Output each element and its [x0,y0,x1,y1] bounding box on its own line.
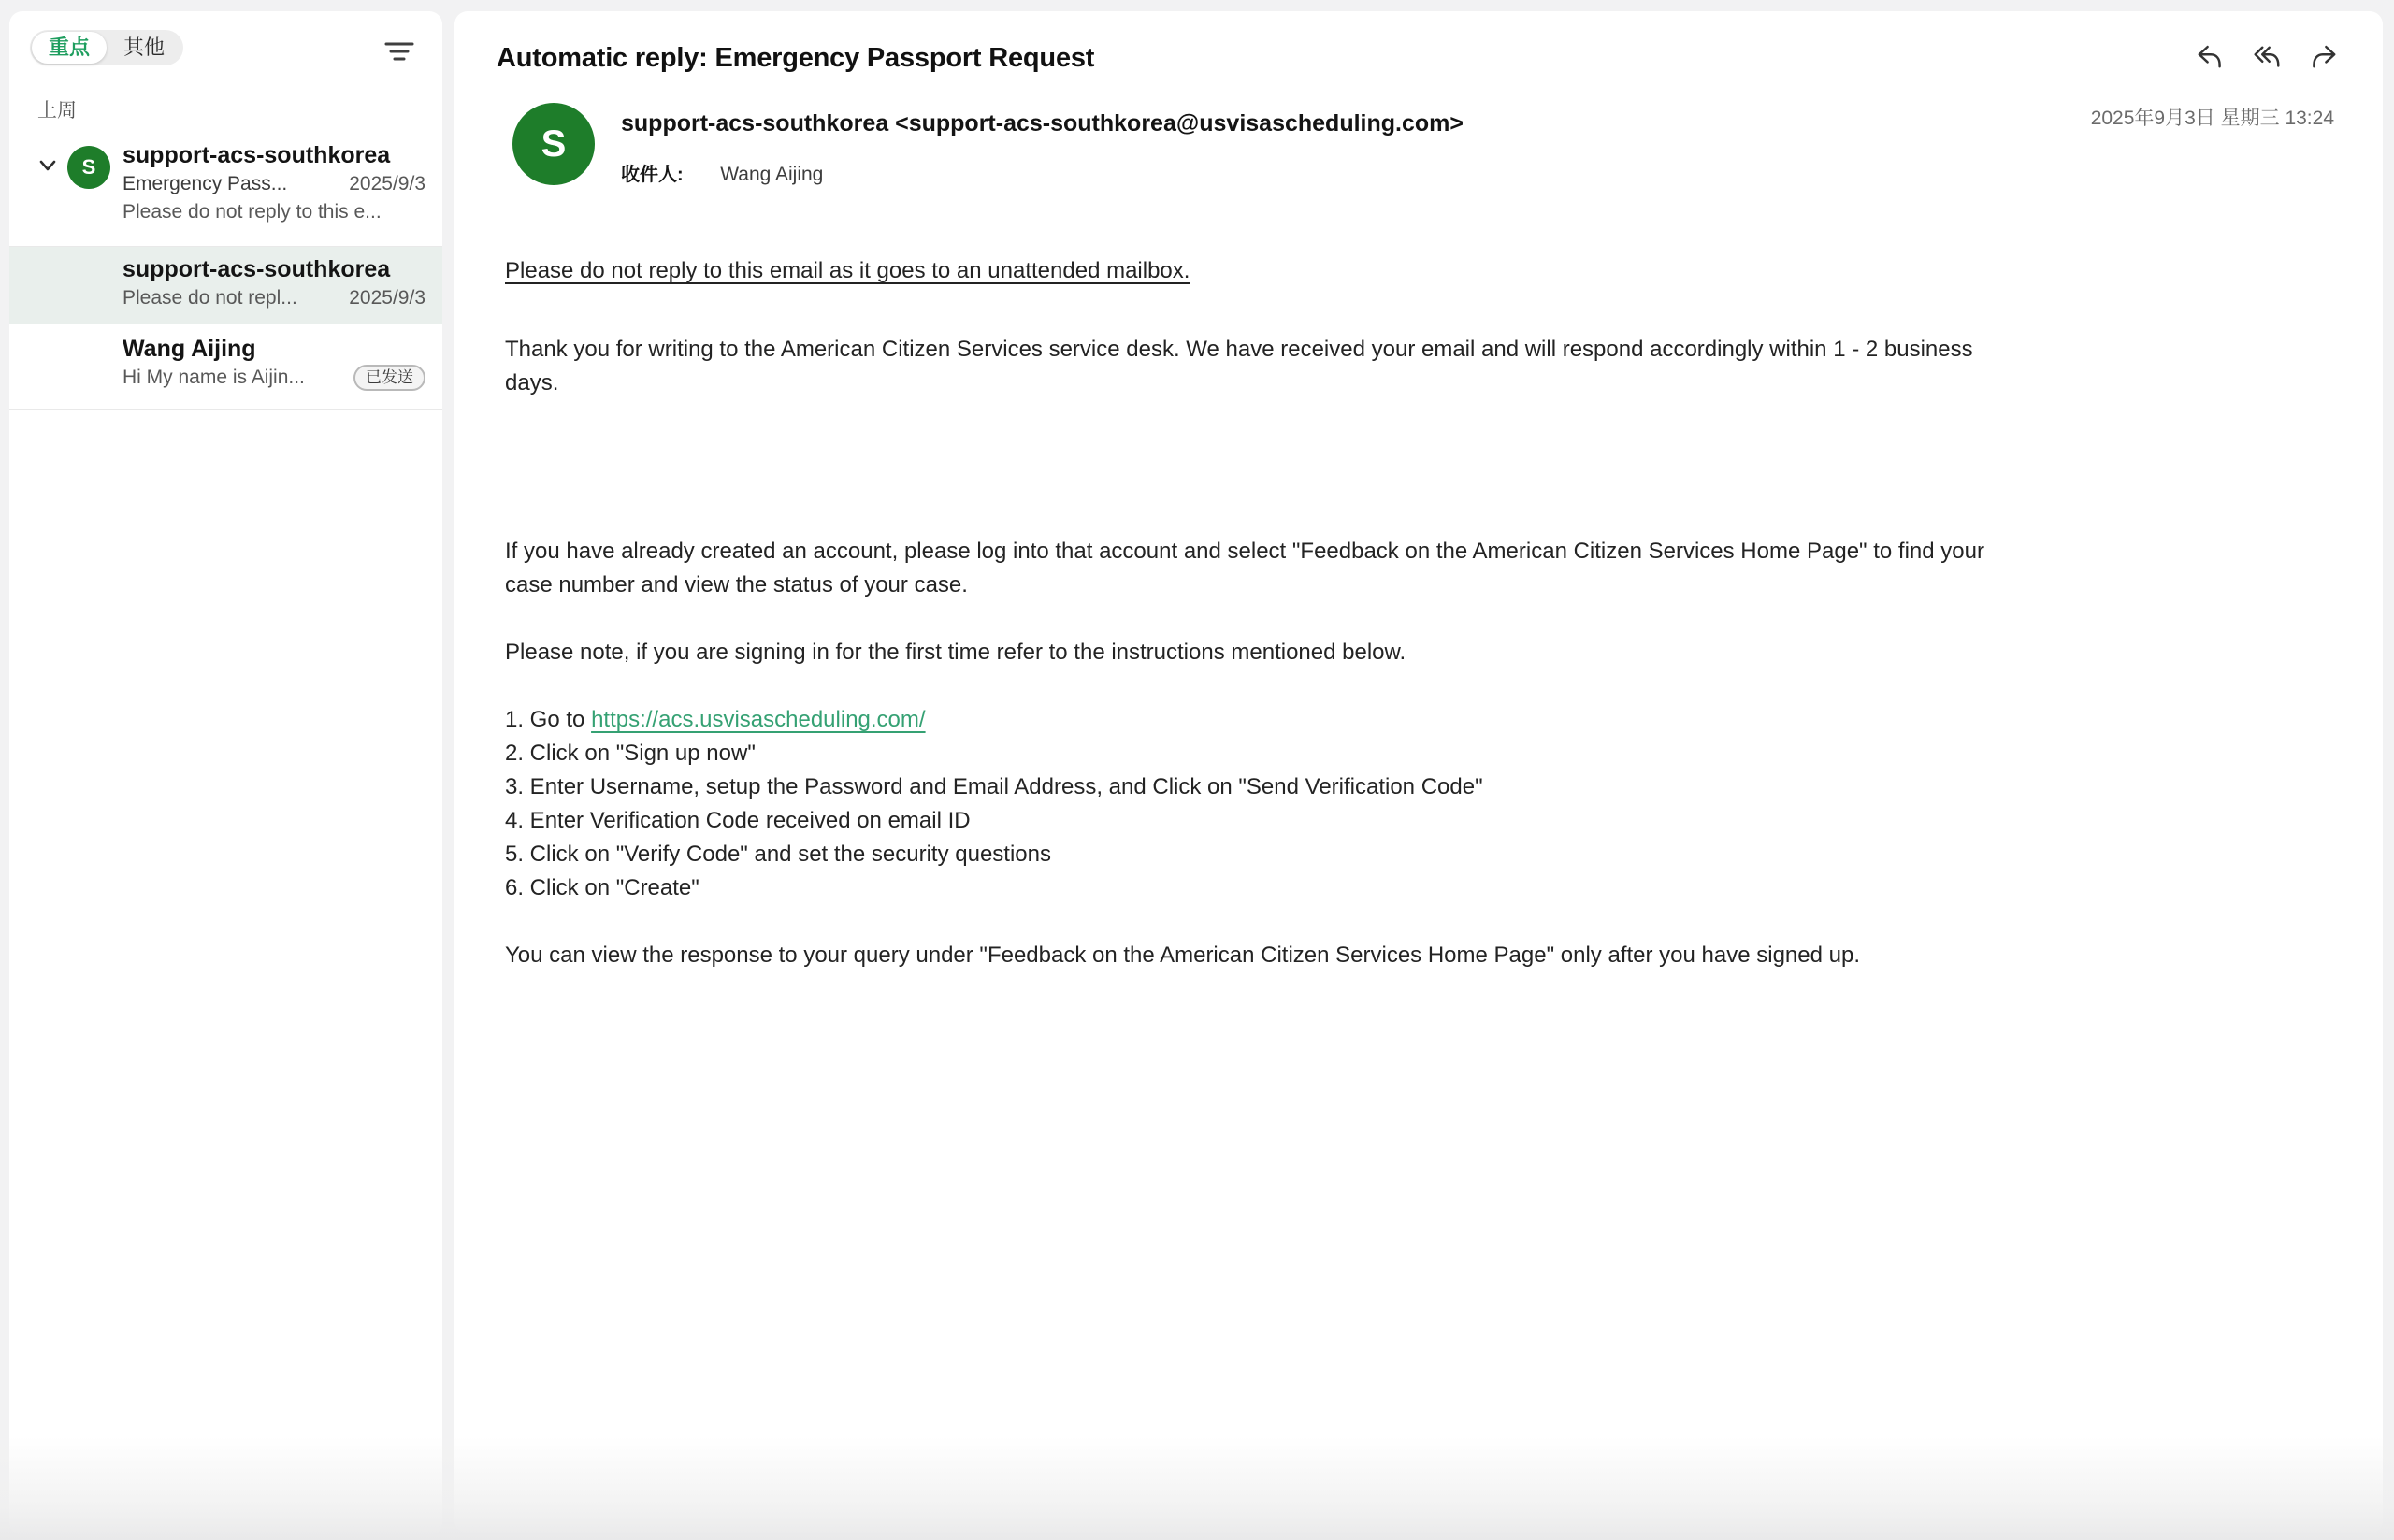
reply-icon [2192,43,2226,71]
sender-avatar[interactable]: S [512,103,595,185]
body-paragraph: Please note, if you are signing in for the first time refer to the instructions mentioned below. [505,640,1406,665]
body-line: If you have already created an account, please log into that account and select "Feedback on the American Citizen Services Home Page" to find your [505,539,1984,564]
list-item-conversation[interactable] [9,133,442,247]
message-preview: Please do not reply to this e... [123,201,382,223]
email-subject: Automatic reply: Emergency Passport Request [497,43,1095,73]
reply-all-button[interactable] [2250,43,2284,71]
message-date: 2025/9/3 [349,287,425,309]
body-steps-list [505,703,2319,905]
tab-focused[interactable]: 重点 [32,32,107,64]
body-step: 4. Enter Verification Code received on email ID [505,808,971,833]
reply-button[interactable] [2192,43,2226,71]
email-date: 2025年9月3日 星期三 13:24 [2090,108,2334,129]
email-body [505,254,2319,972]
list-item-selected[interactable] [9,247,442,324]
step-text: 1. Go to [505,707,592,732]
body-line: Thank you for writing to the American Citizen Services service desk. We have received your email and will respond accordingly within 1 - 2 business [505,337,1973,362]
message-subject: Emergency Pass... [123,173,288,194]
body-paragraph: You can view the response to your query under "Feedback on the American Citizen Services Home Page" only after you have signed up. [505,943,1860,968]
message-sender: Wang Aijing [123,336,256,362]
message-sender: support-acs-southkorea [123,256,391,282]
to-label: 收件人: [621,165,684,185]
body-paragraph [505,535,2319,602]
body-warning-line: Please do not reply to this email as it goes to an unattended mailbox. [505,258,1190,283]
body-step: 2. Click on "Sign up now" [505,741,756,766]
chevron-down-icon[interactable] [36,153,60,178]
avatar: S [67,146,110,189]
message-sender: support-acs-southkorea [123,142,391,168]
list-item-sent[interactable] [9,324,442,410]
body-step-1 [505,703,2319,737]
divider [9,409,442,410]
section-label: 上周 [37,100,77,122]
body-line: days. [505,370,559,396]
filter-icon [382,37,416,65]
message-actions [2192,43,2342,71]
tab-other[interactable]: 其他 [123,36,166,59]
body-step: 6. Click on "Create" [505,875,699,900]
body-step: 3. Enter Username, setup the Password and Email Address, and Click on "Send Verification Code" [505,774,1483,799]
message-list-pane [9,11,442,1535]
inbox-tabs [30,30,183,65]
message-preview: Hi My name is Aijin... [123,367,305,388]
to-value[interactable]: Wang Aijing [720,164,824,185]
acs-scheduling-link[interactable]: https://acs.usvisascheduling.com/ [591,707,926,732]
filter-button[interactable] [382,37,416,65]
message-preview: Please do not repl... [123,287,297,309]
body-line: case number and view the status of your case. [505,572,968,597]
body-paragraph [505,333,2319,400]
sender-address[interactable]: support-acs-southkorea <support-acs-southkorea@usvisascheduling.com> [621,110,1464,137]
message-date: 2025/9/3 [349,173,425,194]
reply-all-icon [2250,43,2284,71]
reading-pane [454,11,2383,1533]
body-step: 5. Click on "Verify Code" and set the security questions [505,842,1052,867]
sent-badge: 已发送 [353,365,425,391]
forward-icon [2308,43,2342,71]
recipient-row [621,159,823,186]
forward-button[interactable] [2308,43,2342,71]
